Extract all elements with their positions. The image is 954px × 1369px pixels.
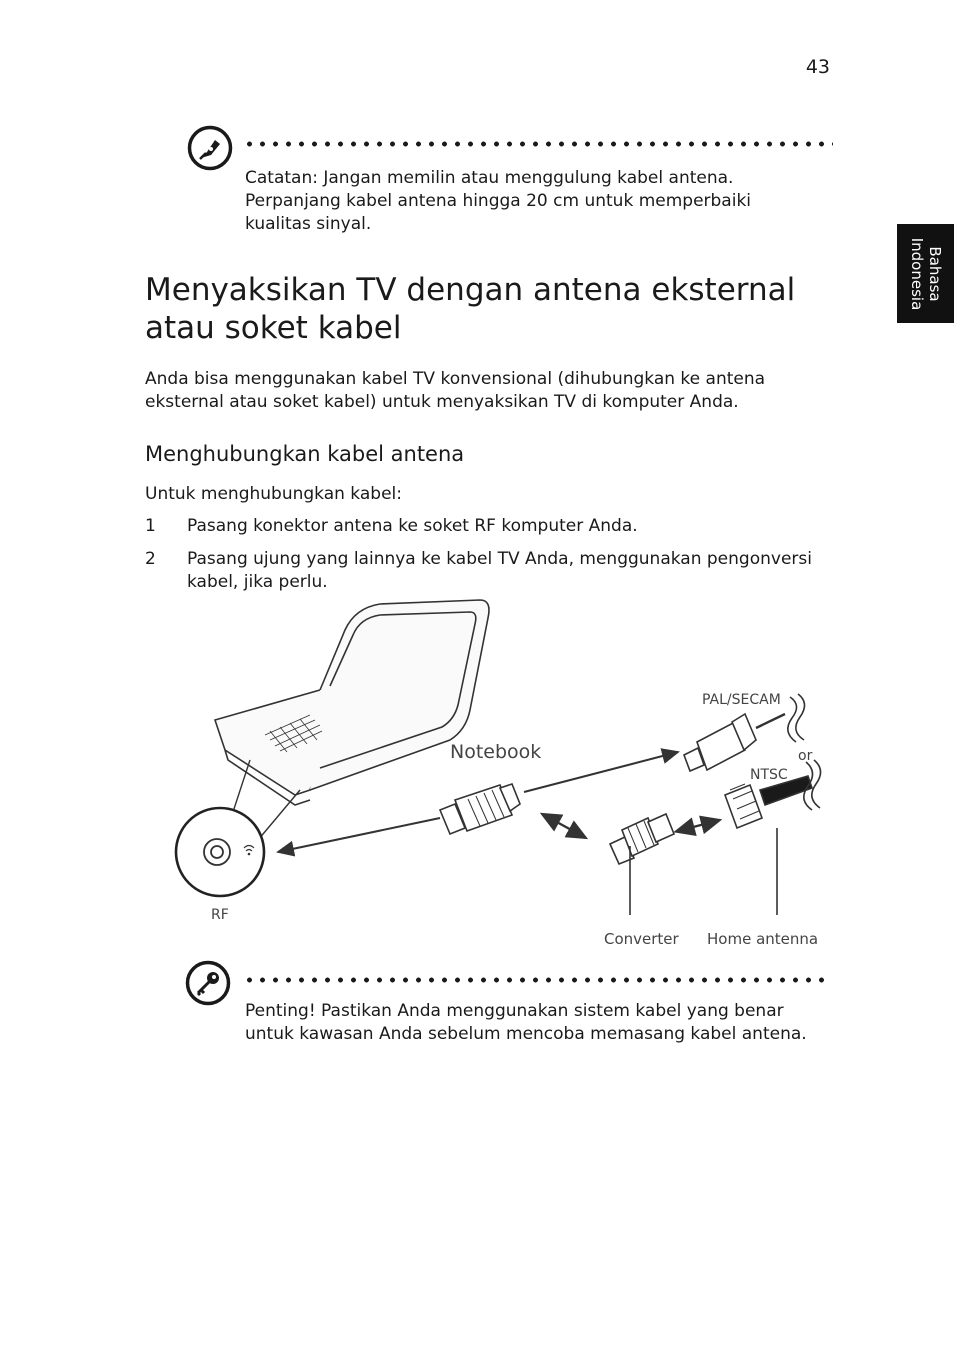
note-text: Catatan: Jangan memilin atau menggulung kabel antena. Perpanjang kabel antena hingga 20 cm untuk memperbaiki kualitas sinyal. <box>245 168 752 234</box>
pal-secam-label: PAL/SECAM <box>702 692 781 708</box>
section-heading: Menyaksikan TV dengan antena eksternal atau soket kabel <box>145 272 796 346</box>
converter <box>610 814 674 864</box>
rf-label: RF <box>211 907 229 923</box>
language-tab <box>897 224 954 323</box>
step-number: 2 <box>145 549 156 569</box>
language-tab-label: Bahasa Indonesia <box>907 237 944 310</box>
step-item <box>145 515 835 539</box>
note-label: Catatan <box>245 168 313 188</box>
or-label: or <box>798 748 813 764</box>
pen-note-icon <box>187 125 233 171</box>
antenna-connection-diagram <box>170 590 850 960</box>
important-label: Penting! <box>245 1001 316 1021</box>
notebook-label: Notebook <box>450 741 542 763</box>
home-antenna-label: Home antenna <box>707 930 819 948</box>
key-important-icon <box>185 960 231 1006</box>
step-number: 1 <box>145 516 156 536</box>
important-text: Penting! Pastikan Anda menggunakan sistem kabel yang benar untuk kawasan Anda sebelum mencoba memasang kabel antena. <box>245 1001 807 1044</box>
notebook-illustration <box>215 600 489 805</box>
ntsc-label: NTSC <box>750 767 788 783</box>
important-divider <box>243 977 828 983</box>
step-text: Pasang konektor antena ke soket RF komputer Anda. <box>187 516 638 536</box>
coax-plug <box>440 784 520 834</box>
steps-lead: Untuk menghubungkan kabel: <box>145 484 402 504</box>
note-divider <box>243 141 833 147</box>
step-item <box>145 548 835 596</box>
subsection-heading: Menghubungkan kabel antena <box>145 442 465 466</box>
step-text: Pasang ujung yang lainnya ke kabel TV Anda, menggunakan pengonversi kabel, jika perlu. <box>187 549 812 592</box>
converter-label: Converter <box>604 930 679 948</box>
page-number: 43 <box>805 56 830 78</box>
intro-paragraph: Anda bisa menggunakan kabel TV konvensional (dihubungkan ke antena eksternal atau soket kabel) untuk menyaksikan TV di komputer Anda. <box>145 369 766 412</box>
